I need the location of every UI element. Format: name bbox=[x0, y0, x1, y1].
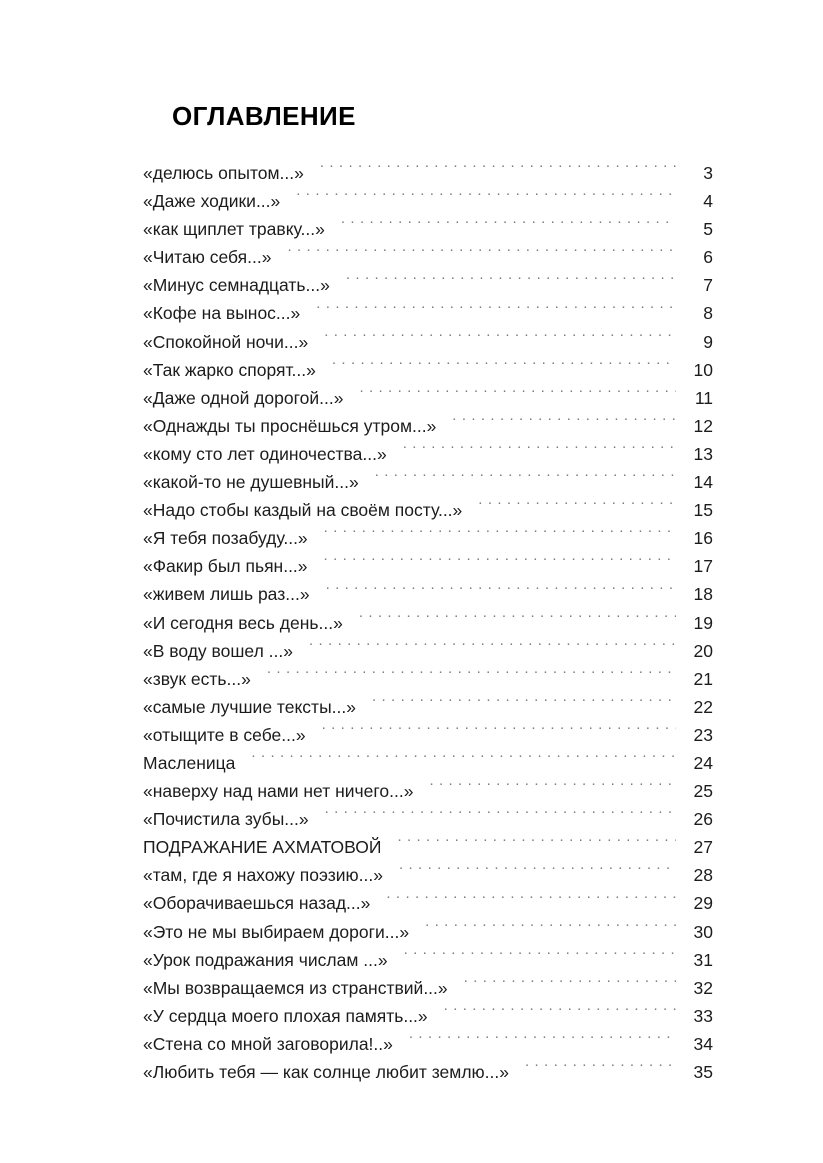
toc-entry-page-number: 30 bbox=[693, 921, 713, 942]
table-of-contents-list bbox=[143, 159, 713, 1086]
dot-leader bbox=[444, 1004, 676, 1022]
toc-entry-page-number: 26 bbox=[693, 809, 713, 830]
toc-entry-title: «Даже ходики...» bbox=[143, 191, 281, 212]
toc-entry[interactable] bbox=[143, 805, 713, 833]
toc-entry-page-number: 17 bbox=[693, 556, 713, 577]
toc-entry-title: «В воду вошел ...» bbox=[143, 640, 293, 661]
toc-entry-title: «Оборачиваешься назад...» bbox=[143, 893, 371, 914]
toc-entry-title: «Читаю себя...» bbox=[143, 247, 272, 268]
toc-entry-title: Масленица bbox=[143, 752, 236, 773]
toc-entry-page-number: 8 bbox=[703, 303, 713, 324]
toc-entry[interactable] bbox=[143, 749, 713, 777]
toc-entry[interactable] bbox=[143, 580, 713, 608]
dot-leader bbox=[399, 864, 676, 882]
dot-leader bbox=[324, 555, 676, 573]
dot-leader bbox=[452, 414, 676, 432]
toc-entry[interactable] bbox=[143, 243, 713, 271]
toc-entry[interactable] bbox=[143, 496, 713, 524]
toc-entry-title: «Факир был пьян...» bbox=[143, 556, 308, 577]
toc-entry-page-number: 4 bbox=[703, 191, 713, 212]
toc-entry-page-number: 21 bbox=[693, 668, 713, 689]
dot-leader bbox=[267, 667, 676, 685]
toc-entry-title: «Это не мы выбираем дороги...» bbox=[143, 921, 410, 942]
dot-leader bbox=[251, 751, 676, 769]
toc-entry-title: «звук есть...» bbox=[143, 668, 251, 689]
toc-entry[interactable] bbox=[143, 552, 713, 580]
toc-entry-page-number: 28 bbox=[693, 865, 713, 886]
toc-entry-title: «Стена со мной заговорила!..» bbox=[143, 1033, 393, 1054]
dot-leader bbox=[341, 218, 676, 236]
toc-entry[interactable] bbox=[143, 187, 713, 215]
toc-entry-page-number: 31 bbox=[693, 949, 713, 970]
toc-entry-page-number: 32 bbox=[693, 977, 713, 998]
toc-entry-page-number: 22 bbox=[693, 696, 713, 717]
toc-entry-page-number: 23 bbox=[693, 724, 713, 745]
toc-entry-page-number: 5 bbox=[703, 219, 713, 240]
dot-leader bbox=[320, 162, 676, 180]
toc-entry-title: «Почистила зубы...» bbox=[143, 809, 309, 830]
toc-entry-page-number: 19 bbox=[693, 612, 713, 633]
toc-entry[interactable] bbox=[143, 412, 713, 440]
toc-entry[interactable] bbox=[143, 946, 713, 974]
dot-leader bbox=[478, 499, 676, 517]
toc-entry[interactable] bbox=[143, 665, 713, 693]
toc-entry[interactable] bbox=[143, 777, 713, 805]
toc-entry-title: «Кофе на вынос...» bbox=[143, 303, 301, 324]
toc-entry-title: «Минус семнадцать...» bbox=[143, 275, 330, 296]
toc-entry[interactable] bbox=[143, 384, 713, 412]
toc-entry[interactable] bbox=[143, 609, 713, 637]
toc-entry-title: «наверху над нами нет ничего...» bbox=[143, 781, 414, 802]
toc-entry-title: «Однажды ты проснёшься утром...» bbox=[143, 415, 437, 436]
toc-entry-title: «Мы возвращаемся из странствий...» bbox=[143, 977, 448, 998]
toc-entry-title: ПОДРАЖАНИЕ АХМАТОВОЙ bbox=[143, 837, 382, 858]
page-title: ОГЛАВЛЕНИЕ bbox=[172, 101, 356, 131]
toc-entry[interactable] bbox=[143, 1030, 713, 1058]
toc-entry-page-number: 12 bbox=[693, 415, 713, 436]
toc-entry[interactable] bbox=[143, 215, 713, 243]
toc-entry-page-number: 11 bbox=[694, 387, 713, 408]
toc-entry-page-number: 33 bbox=[693, 1005, 713, 1026]
toc-entry[interactable] bbox=[143, 1058, 713, 1086]
toc-entry-title: «живем лишь раз...» bbox=[143, 584, 310, 605]
toc-entry-page-number: 18 bbox=[693, 584, 713, 605]
dot-leader bbox=[464, 976, 676, 994]
toc-entry-page-number: 24 bbox=[693, 752, 713, 773]
toc-entry-page-number: 14 bbox=[693, 472, 713, 493]
toc-entry-title: «делюсь опытом...» bbox=[143, 163, 304, 183]
dot-leader bbox=[332, 358, 676, 376]
toc-entry-title: «там, где я нахожу поэзию...» bbox=[143, 865, 383, 886]
dot-leader bbox=[316, 302, 676, 320]
toc-entry-page-number: 16 bbox=[693, 528, 713, 549]
toc-entry-page-number: 35 bbox=[693, 1062, 713, 1082]
dot-leader bbox=[429, 780, 676, 798]
dot-leader bbox=[372, 695, 676, 713]
toc-entry[interactable] bbox=[143, 328, 713, 356]
toc-entry-title: «Урок подражания числам ...» bbox=[143, 949, 388, 970]
dot-leader bbox=[346, 274, 676, 292]
toc-entry-title: «И сегодня весь день...» bbox=[143, 612, 343, 633]
toc-entry[interactable] bbox=[143, 974, 713, 1002]
toc-entry[interactable] bbox=[143, 524, 713, 552]
toc-entry[interactable] bbox=[143, 861, 713, 889]
toc-entry[interactable] bbox=[143, 440, 713, 468]
dot-leader bbox=[375, 471, 676, 489]
toc-entry-page-number: 10 bbox=[693, 359, 713, 380]
toc-entry-title: «какой-то не душевный...» bbox=[143, 472, 359, 493]
dot-leader bbox=[324, 330, 676, 348]
dot-leader bbox=[525, 1061, 676, 1079]
dot-leader bbox=[296, 190, 676, 208]
toc-entry-title: «Спокойной ночи...» bbox=[143, 331, 309, 352]
toc-entry-page-number: 20 bbox=[693, 640, 713, 661]
toc-entry[interactable] bbox=[143, 271, 713, 299]
dot-leader bbox=[287, 246, 676, 264]
dot-leader bbox=[386, 892, 676, 910]
toc-entry-title: «самые лучшие тексты...» bbox=[143, 696, 356, 717]
toc-entry-page-number: 3 bbox=[703, 163, 713, 183]
toc-entry[interactable] bbox=[143, 1002, 713, 1030]
toc-entry-page-number: 27 bbox=[693, 837, 713, 858]
toc-entry-page-number: 29 bbox=[693, 893, 713, 914]
dot-leader bbox=[322, 723, 676, 741]
dot-leader bbox=[425, 920, 676, 938]
dot-leader bbox=[359, 386, 676, 404]
toc-entry-title: «как щиплет травку...» bbox=[143, 219, 325, 240]
toc-entry-page-number: 9 bbox=[703, 331, 713, 352]
toc-entry-page-number: 25 bbox=[693, 781, 713, 802]
dot-leader bbox=[309, 639, 676, 657]
toc-entry[interactable] bbox=[143, 693, 713, 721]
toc-entry-page-number: 6 bbox=[703, 247, 713, 268]
toc-entry[interactable] bbox=[143, 356, 713, 384]
toc-entry-title: «Так жарко спорят...» bbox=[143, 359, 316, 380]
toc-entry-title: «Даже одной дорогой...» bbox=[143, 387, 344, 408]
dot-leader bbox=[403, 442, 676, 460]
dot-leader bbox=[359, 611, 676, 629]
dot-leader bbox=[325, 808, 676, 826]
toc-entry[interactable] bbox=[143, 468, 713, 496]
toc-entry-page-number: 13 bbox=[693, 443, 713, 464]
toc-entry-title: «отыщите в себе...» bbox=[143, 724, 306, 745]
toc-entry[interactable] bbox=[143, 889, 713, 917]
toc-entry-page-number: 34 bbox=[693, 1033, 713, 1054]
toc-entry-title: «Любить тебя — как солнце любит землю...» bbox=[143, 1062, 509, 1082]
toc-entry-title: «кому сто лет одиночества...» bbox=[143, 443, 387, 464]
dot-leader bbox=[324, 527, 676, 545]
toc-entry-page-number: 7 bbox=[703, 275, 713, 296]
toc-entry-page-number: 15 bbox=[693, 500, 713, 521]
toc-entry-title: «Надо стобы каздый на своём посту...» bbox=[143, 500, 463, 521]
toc-entry[interactable] bbox=[143, 833, 713, 861]
toc-entry[interactable] bbox=[143, 159, 713, 187]
toc-entry[interactable] bbox=[143, 721, 713, 749]
toc-entry-title: «Я тебя позабуду...» bbox=[143, 528, 308, 549]
dot-leader bbox=[326, 583, 676, 601]
toc-entry[interactable] bbox=[143, 299, 713, 327]
dot-leader bbox=[397, 836, 676, 854]
dot-leader bbox=[409, 1032, 676, 1050]
toc-entry[interactable] bbox=[143, 637, 713, 665]
toc-entry[interactable] bbox=[143, 918, 713, 946]
dot-leader bbox=[404, 948, 676, 966]
toc-entry-title: «У сердца моего плохая память...» bbox=[143, 1005, 428, 1026]
